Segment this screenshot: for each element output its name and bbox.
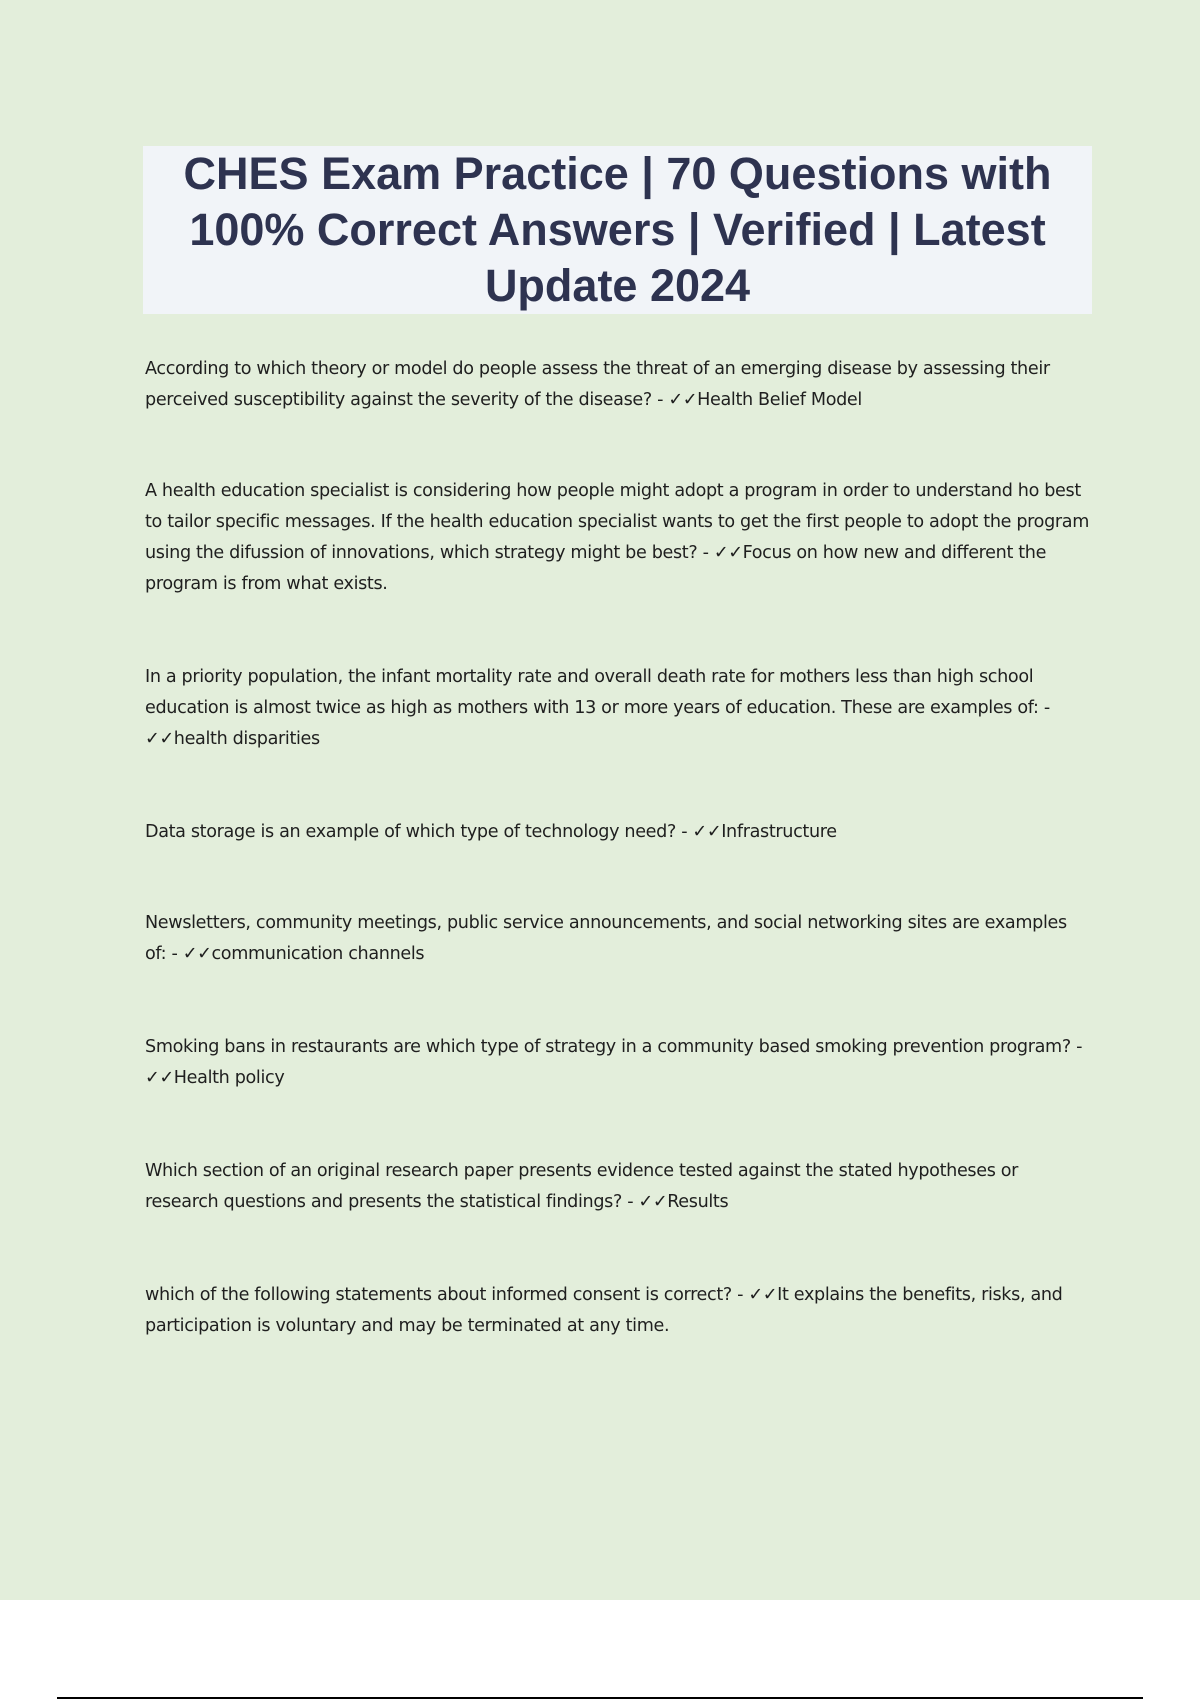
- question-answer-4: Data storage is an example of which type of technology need? - ✓✓Infrastructure: [145, 822, 837, 842]
- question-answer-6: Smoking bans in restaurants are which type of strategy in a community based smoking prevention program? - ✓✓Health policy: [145, 1037, 1083, 1088]
- question-answer-7: Which section of an original research paper presents evidence tested against the stated hypotheses or research questions and presents the statistical findings? - ✓✓Results: [145, 1161, 1019, 1212]
- question-answer-2: A health education specialist is considering how people might adopt a program in order to understand ho best to tailor specific messages. If the health education specialist wants to get the first people to adopt the program using the difussion of innovations, which strategy might be best? - ✓✓Focus on how new and different the program is from what exists.: [145, 481, 1090, 594]
- question-answer-5: Newsletters, community meetings, public service announcements, and social networking sites are examples of: - ✓✓communication channels: [145, 913, 1067, 964]
- title-banner: [143, 146, 1092, 314]
- footer-divider: [57, 1697, 1143, 1699]
- question-answer-3: In a priority population, the infant mortality rate and overall death rate for mothers less than high school education is almost twice as high as mothers with 13 or more years of education. These are examples of: - ✓✓health disparities: [145, 667, 1050, 749]
- question-answer-8: which of the following statements about informed consent is correct? - ✓✓It explains the benefits, risks, and participation is voluntary and may be terminated at any time.: [145, 1285, 1063, 1336]
- question-list: [145, 354, 1090, 1342]
- document-title: CHES Exam Practice | 70 Questions with 100% Correct Answers | Verified | Latest Update 2024: [183, 148, 1052, 311]
- question-answer-1: According to which theory or model do people assess the threat of an emerging disease by assessing their perceived susceptibility against the severity of the disease? - ✓✓Health Belief Model: [145, 359, 1050, 410]
